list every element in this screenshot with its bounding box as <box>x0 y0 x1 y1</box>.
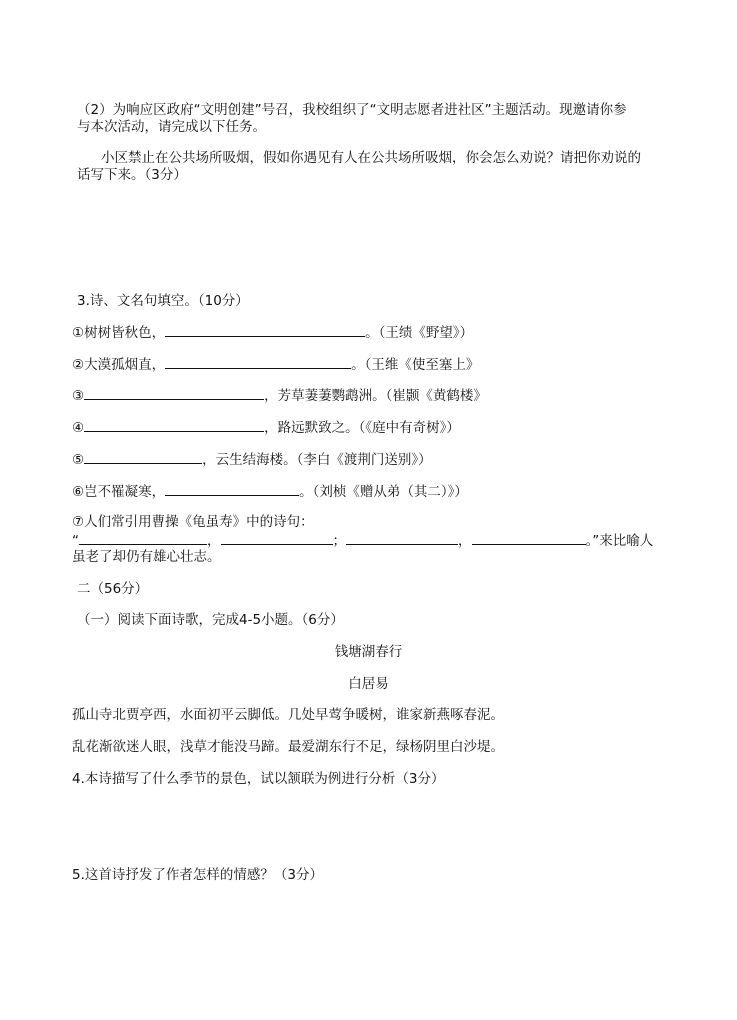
q3-item-3 <box>72 386 487 405</box>
q3-item-6 <box>72 482 468 501</box>
poem-title: 钱塘湖春行 <box>334 644 403 660</box>
q3-title: 3.诗、文名句填空。（10分） <box>77 293 249 309</box>
q3-item-3-prefix: ③ <box>72 388 85 404</box>
question-5: 5.这首诗抒发了作者怎样的情感？（3分） <box>72 867 323 883</box>
q3-item-7-sep-2: ； <box>332 533 346 549</box>
q3-item-7-blank-1[interactable] <box>79 531 207 545</box>
q3-item-7-line3: 虽老了却仍有雄心壮志。 <box>72 549 221 565</box>
q3-item-6-prefix: ⑥岂不罹凝寒， <box>72 484 166 500</box>
q3-item-4 <box>72 418 460 437</box>
q3-item-2 <box>72 355 479 374</box>
task2-question-line2: 话写下来。（3分） <box>77 167 187 183</box>
q3-item-7-sep-1: ， <box>207 533 221 549</box>
q3-item-6-suffix: 。（刘桢《赠从弟（其二）》） <box>299 484 468 500</box>
q3-item-5-prefix: ⑤ <box>72 452 85 468</box>
q3-item-2-prefix: ②大漠孤烟直， <box>72 357 166 373</box>
q3-item-7-blank-2[interactable] <box>221 531 333 545</box>
q3-item-1-blank[interactable] <box>165 323 365 337</box>
q3-item-4-suffix: ，路远默致之。（《庭中有奇树》） <box>264 420 460 436</box>
q3-item-5 <box>72 450 432 469</box>
task2-question-line1: 小区禁止在公共场所吸烟，假如你遇见有人在公共场所吸烟，你会怎么劝说？请把你劝说的 <box>101 150 641 166</box>
task2-intro-line1: （2）为响应区政府“文明创建”号召，我校组织了“文明志愿者进社区”主题活动。现邀请你参 <box>77 102 627 118</box>
task2-intro-line2: 与本次活动，请完成以下任务。 <box>77 119 266 135</box>
section2-sub1: （一）阅读下面诗歌，完成4-5小题。（6分） <box>77 612 344 628</box>
question-4: 4.本诗描写了什么季节的景色，试以颔联为例进行分析（3分） <box>72 771 445 787</box>
q3-item-5-blank[interactable] <box>84 450 202 464</box>
q3-item-4-blank[interactable] <box>84 418 264 432</box>
q3-item-2-suffix: 。（王维《使至塞上》 <box>351 357 480 373</box>
poem-author: 白居易 <box>348 676 389 692</box>
q3-item-7-tail: 。”来比喻人 <box>585 533 654 549</box>
poem-line-2: 乱花渐欲迷人眼，浅草才能没马蹄。最爱湖东行不足，绿杨阴里白沙堤。 <box>72 739 504 755</box>
q3-item-3-suffix: ，芳草萋萋鹦鹉洲。（崔颢《黄鹤楼》 <box>264 388 487 404</box>
q3-item-6-blank[interactable] <box>165 482 299 496</box>
poem-line-1: 孤山寺北贾亭西，水面初平云脚低。几处早莺争暖树，谁家新燕啄春泥。 <box>72 707 504 723</box>
q3-item-2-blank[interactable] <box>165 355 351 369</box>
q3-item-7-blank-3[interactable] <box>346 531 458 545</box>
q3-item-1-prefix: ①树树皆秋色， <box>72 325 166 341</box>
q3-item-7-blank-4[interactable] <box>472 531 586 545</box>
q3-item-4-prefix: ④ <box>72 420 85 436</box>
q3-item-5-suffix: ，云生结海楼。（李白《渡荆门送别》） <box>202 452 432 468</box>
q3-item-7-sep-3: ， <box>458 533 472 549</box>
section2-title: 二（56分） <box>77 581 149 597</box>
q3-item-7-line1: ⑦人们常引用曹操《龟虽寿》中的诗句： <box>72 514 314 530</box>
q3-item-3-blank[interactable] <box>84 386 264 400</box>
q3-item-1 <box>72 323 473 342</box>
q3-item-1-suffix: 。（王绩《野望》） <box>365 325 474 341</box>
q3-item-7-open-quote: “ <box>72 533 79 549</box>
